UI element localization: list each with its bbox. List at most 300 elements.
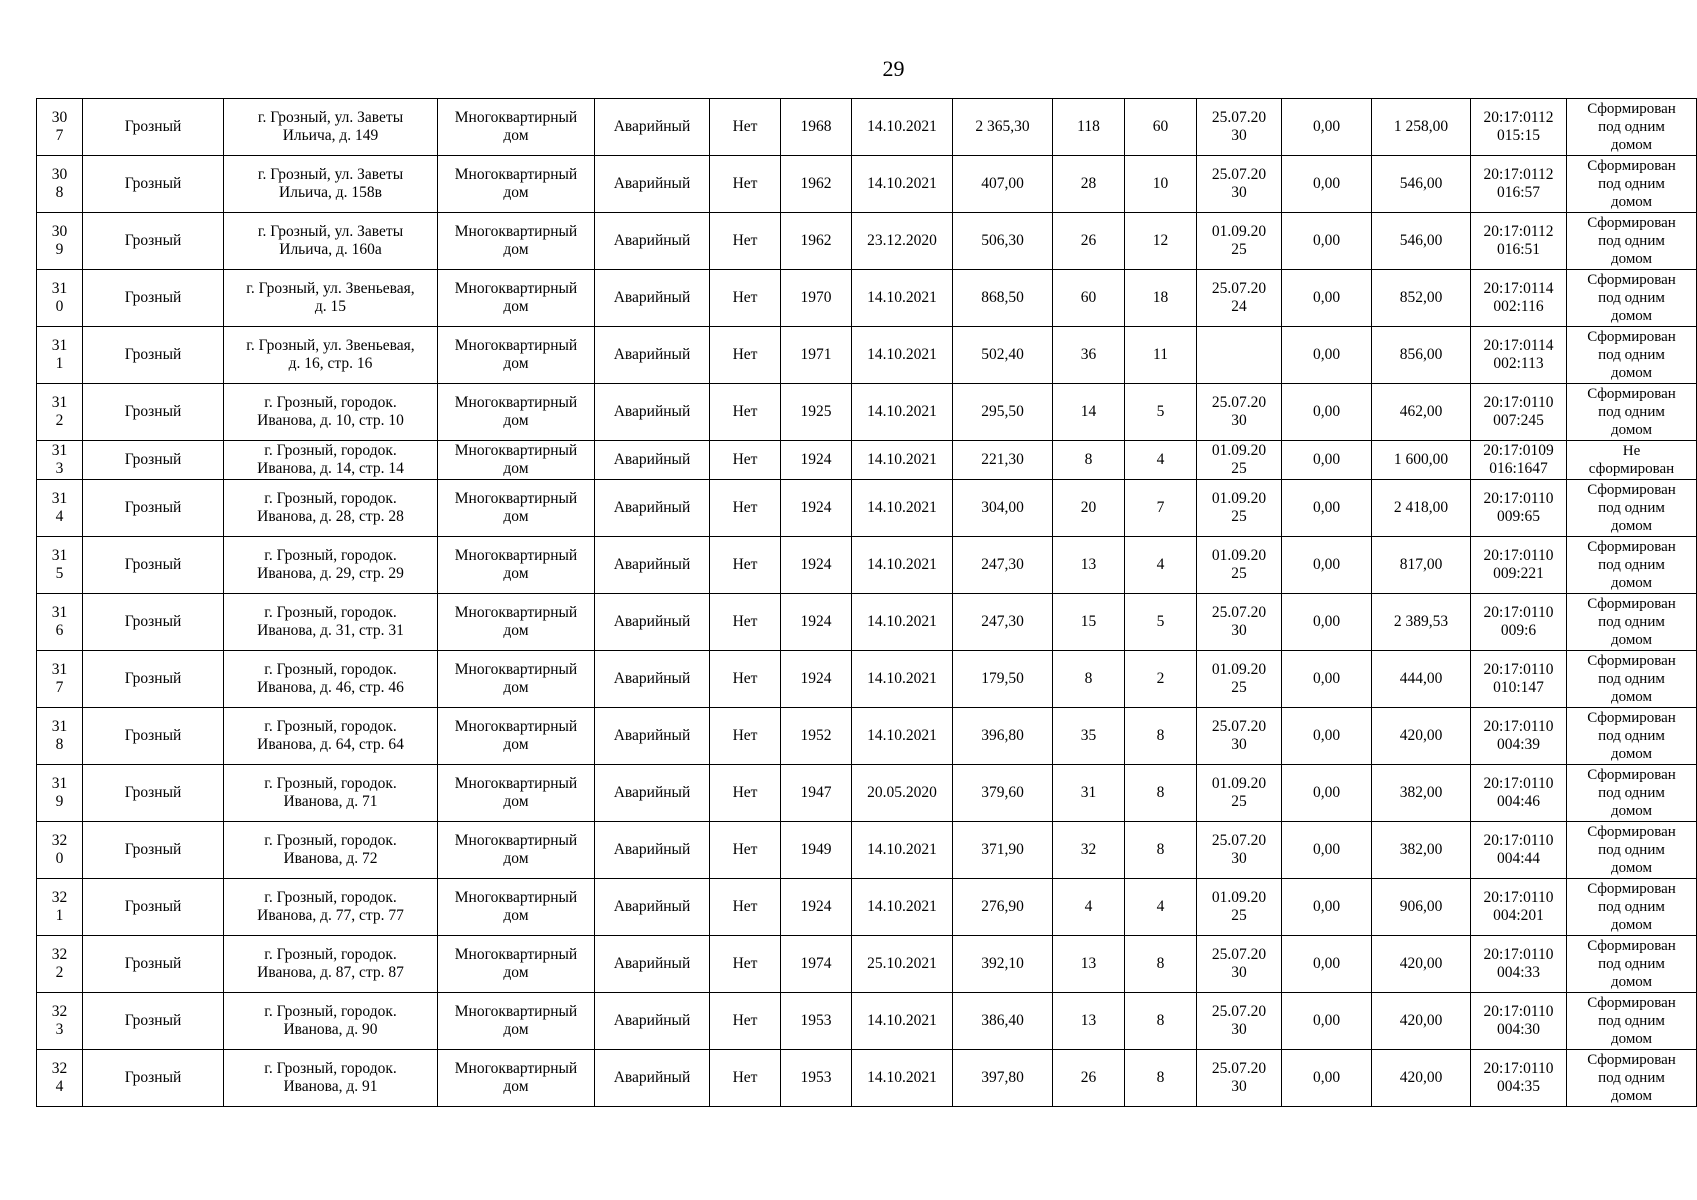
residents-cell: 13	[1053, 993, 1125, 1050]
value2-cell: 420,00	[1372, 993, 1471, 1050]
table-row	[37, 327, 1697, 384]
units-cell: 60	[1125, 99, 1197, 156]
building-type-cell: Многоквартирный дом	[438, 441, 595, 480]
city-cell: Грозный	[83, 594, 224, 651]
residents-cell: 13	[1053, 537, 1125, 594]
address-cell: г. Грозный, ул. Заветы Ильича, д. 149	[224, 99, 438, 156]
address-cell: г. Грозный, ул. Заветы Ильича, д. 160а	[224, 213, 438, 270]
city-cell: Грозный	[83, 270, 224, 327]
flag-cell: Нет	[710, 270, 781, 327]
address-cell: г. Грозный, городок. Иванова, д. 64, стр. 64	[224, 708, 438, 765]
condition-cell: Аварийный	[595, 993, 710, 1050]
value2-cell: 382,00	[1372, 822, 1471, 879]
value1-cell: 0,00	[1282, 936, 1372, 993]
land-status-cell: Сформирован под одним домом	[1567, 327, 1697, 384]
value2-cell: 817,00	[1372, 537, 1471, 594]
building-type-cell: Многоквартирный дом	[438, 936, 595, 993]
address-cell: г. Грозный, ул. Заветы Ильича, д. 158в	[224, 156, 438, 213]
cadastral-number-cell: 20:17:0110 004:39	[1471, 708, 1567, 765]
row-number-cell: 32 3	[37, 993, 83, 1050]
value2-cell: 420,00	[1372, 708, 1471, 765]
building-type-cell: Многоквартирный дом	[438, 327, 595, 384]
year-cell: 1968	[781, 99, 852, 156]
value2-cell: 420,00	[1372, 936, 1471, 993]
table-row	[37, 213, 1697, 270]
condition-cell: Аварийный	[595, 213, 710, 270]
flag-cell: Нет	[710, 1050, 781, 1107]
area-cell: 304,00	[953, 480, 1053, 537]
address-cell: г. Грозный, городок. Иванова, д. 90	[224, 993, 438, 1050]
area-cell: 392,10	[953, 936, 1053, 993]
land-status-cell: Сформирован под одним домом	[1567, 936, 1697, 993]
year-cell: 1974	[781, 936, 852, 993]
value2-cell: 546,00	[1372, 213, 1471, 270]
units-cell: 10	[1125, 156, 1197, 213]
address-cell: г. Грозный, ул. Звеньевая, д. 15	[224, 270, 438, 327]
table-row	[37, 708, 1697, 765]
table-row	[37, 936, 1697, 993]
cadastral-number-cell: 20:17:0110 004:44	[1471, 822, 1567, 879]
date-cell: 14.10.2021	[852, 822, 953, 879]
residents-cell: 60	[1053, 270, 1125, 327]
date-cell: 14.10.2021	[852, 327, 953, 384]
deadline-cell: 25.07.20 30	[1197, 822, 1282, 879]
units-cell: 8	[1125, 822, 1197, 879]
table-row	[37, 993, 1697, 1050]
condition-cell: Аварийный	[595, 822, 710, 879]
residents-cell: 8	[1053, 651, 1125, 708]
area-cell: 247,30	[953, 594, 1053, 651]
value1-cell: 0,00	[1282, 384, 1372, 441]
units-cell: 4	[1125, 537, 1197, 594]
value2-cell: 906,00	[1372, 879, 1471, 936]
cadastral-number-cell: 20:17:0110 004:46	[1471, 765, 1567, 822]
deadline-cell	[1197, 327, 1282, 384]
address-cell: г. Грозный, городок. Иванова, д. 31, стр. 31	[224, 594, 438, 651]
condition-cell: Аварийный	[595, 594, 710, 651]
page-number: 29	[882, 56, 905, 81]
deadline-cell: 25.07.20 30	[1197, 993, 1282, 1050]
table-row	[37, 156, 1697, 213]
land-status-cell: Сформирован под одним домом	[1567, 480, 1697, 537]
date-cell: 23.12.2020	[852, 213, 953, 270]
residents-cell: 26	[1053, 213, 1125, 270]
year-cell: 1924	[781, 480, 852, 537]
residents-cell: 8	[1053, 441, 1125, 480]
housing-registry-table	[36, 98, 1697, 1107]
condition-cell: Аварийный	[595, 156, 710, 213]
flag-cell: Нет	[710, 651, 781, 708]
condition-cell: Аварийный	[595, 537, 710, 594]
row-number-cell: 31 1	[37, 327, 83, 384]
area-cell: 396,80	[953, 708, 1053, 765]
value1-cell: 0,00	[1282, 594, 1372, 651]
building-type-cell: Многоквартирный дом	[438, 879, 595, 936]
row-number-cell: 31 8	[37, 708, 83, 765]
value2-cell: 462,00	[1372, 384, 1471, 441]
flag-cell: Нет	[710, 156, 781, 213]
land-status-cell: Сформирован под одним домом	[1567, 156, 1697, 213]
land-status-cell: Сформирован под одним домом	[1567, 594, 1697, 651]
condition-cell: Аварийный	[595, 441, 710, 480]
land-status-cell: Сформирован под одним домом	[1567, 270, 1697, 327]
deadline-cell: 25.07.20 24	[1197, 270, 1282, 327]
building-type-cell: Многоквартирный дом	[438, 213, 595, 270]
deadline-cell: 25.07.20 30	[1197, 384, 1282, 441]
residents-cell: 13	[1053, 936, 1125, 993]
flag-cell: Нет	[710, 822, 781, 879]
city-cell: Грозный	[83, 156, 224, 213]
row-number-cell: 31 9	[37, 765, 83, 822]
cadastral-number-cell: 20:17:0110 007:245	[1471, 384, 1567, 441]
city-cell: Грозный	[83, 822, 224, 879]
table-row	[37, 765, 1697, 822]
date-cell: 14.10.2021	[852, 156, 953, 213]
value1-cell: 0,00	[1282, 879, 1372, 936]
cadastral-number-cell: 20:17:0114 002:113	[1471, 327, 1567, 384]
cadastral-number-cell: 20:17:0110 009:221	[1471, 537, 1567, 594]
date-cell: 14.10.2021	[852, 537, 953, 594]
value1-cell: 0,00	[1282, 1050, 1372, 1107]
condition-cell: Аварийный	[595, 384, 710, 441]
row-number-cell: 32 4	[37, 1050, 83, 1107]
address-cell: г. Грозный, ул. Звеньевая, д. 16, стр. 16	[224, 327, 438, 384]
date-cell: 14.10.2021	[852, 1050, 953, 1107]
area-cell: 407,00	[953, 156, 1053, 213]
building-type-cell: Многоквартирный дом	[438, 480, 595, 537]
value1-cell: 0,00	[1282, 993, 1372, 1050]
flag-cell: Нет	[710, 384, 781, 441]
flag-cell: Нет	[710, 213, 781, 270]
value1-cell: 0,00	[1282, 441, 1372, 480]
area-cell: 295,50	[953, 384, 1053, 441]
city-cell: Грозный	[83, 327, 224, 384]
residents-cell: 26	[1053, 1050, 1125, 1107]
units-cell: 8	[1125, 1050, 1197, 1107]
row-number-cell: 31 3	[37, 441, 83, 480]
deadline-cell: 01.09.20 25	[1197, 879, 1282, 936]
value2-cell: 1 258,00	[1372, 99, 1471, 156]
units-cell: 11	[1125, 327, 1197, 384]
row-number-cell: 32 1	[37, 879, 83, 936]
table-row	[37, 594, 1697, 651]
date-cell: 14.10.2021	[852, 99, 953, 156]
row-number-cell: 31 4	[37, 480, 83, 537]
address-cell: г. Грозный, городок. Иванова, д. 28, стр. 28	[224, 480, 438, 537]
value1-cell: 0,00	[1282, 480, 1372, 537]
date-cell: 14.10.2021	[852, 993, 953, 1050]
city-cell: Грозный	[83, 879, 224, 936]
condition-cell: Аварийный	[595, 270, 710, 327]
deadline-cell: 25.07.20 30	[1197, 156, 1282, 213]
cadastral-number-cell: 20:17:0114 002:116	[1471, 270, 1567, 327]
value1-cell: 0,00	[1282, 537, 1372, 594]
city-cell: Грозный	[83, 936, 224, 993]
date-cell: 14.10.2021	[852, 441, 953, 480]
land-status-cell: Сформирован под одним домом	[1567, 384, 1697, 441]
address-cell: г. Грозный, городок. Иванова, д. 10, стр. 10	[224, 384, 438, 441]
table-row	[37, 822, 1697, 879]
year-cell: 1953	[781, 1050, 852, 1107]
building-type-cell: Многоквартирный дом	[438, 822, 595, 879]
flag-cell: Нет	[710, 480, 781, 537]
city-cell: Грозный	[83, 99, 224, 156]
land-status-cell: Сформирован под одним домом	[1567, 708, 1697, 765]
row-number-cell: 31 7	[37, 651, 83, 708]
units-cell: 8	[1125, 765, 1197, 822]
land-status-cell: Сформирован под одним домом	[1567, 822, 1697, 879]
city-cell: Грозный	[83, 1050, 224, 1107]
table-row	[37, 270, 1697, 327]
flag-cell: Нет	[710, 594, 781, 651]
building-type-cell: Многоквартирный дом	[438, 708, 595, 765]
year-cell: 1953	[781, 993, 852, 1050]
table-row	[37, 441, 1697, 480]
city-cell: Грозный	[83, 384, 224, 441]
year-cell: 1924	[781, 594, 852, 651]
address-cell: г. Грозный, городок. Иванова, д. 91	[224, 1050, 438, 1107]
cadastral-number-cell: 20:17:0112 016:57	[1471, 156, 1567, 213]
area-cell: 2 365,30	[953, 99, 1053, 156]
units-cell: 5	[1125, 594, 1197, 651]
residents-cell: 32	[1053, 822, 1125, 879]
address-cell: г. Грозный, городок. Иванова, д. 29, стр. 29	[224, 537, 438, 594]
flag-cell: Нет	[710, 441, 781, 480]
date-cell: 20.05.2020	[852, 765, 953, 822]
area-cell: 397,80	[953, 1050, 1053, 1107]
row-number-cell: 31 5	[37, 537, 83, 594]
address-cell: г. Грозный, городок. Иванова, д. 87, стр. 87	[224, 936, 438, 993]
residents-cell: 4	[1053, 879, 1125, 936]
flag-cell: Нет	[710, 327, 781, 384]
value2-cell: 546,00	[1372, 156, 1471, 213]
city-cell: Грозный	[83, 651, 224, 708]
residents-cell: 15	[1053, 594, 1125, 651]
table-row	[37, 879, 1697, 936]
value1-cell: 0,00	[1282, 765, 1372, 822]
year-cell: 1971	[781, 327, 852, 384]
deadline-cell: 25.07.20 30	[1197, 936, 1282, 993]
date-cell: 14.10.2021	[852, 480, 953, 537]
row-number-cell: 30 8	[37, 156, 83, 213]
table-row	[37, 651, 1697, 708]
flag-cell: Нет	[710, 879, 781, 936]
address-cell: г. Грозный, городок. Иванова, д. 72	[224, 822, 438, 879]
residents-cell: 14	[1053, 384, 1125, 441]
building-type-cell: Многоквартирный дом	[438, 537, 595, 594]
table-row	[37, 537, 1697, 594]
condition-cell: Аварийный	[595, 480, 710, 537]
residents-cell: 20	[1053, 480, 1125, 537]
land-status-cell: Сформирован под одним домом	[1567, 879, 1697, 936]
value1-cell: 0,00	[1282, 708, 1372, 765]
residents-cell: 36	[1053, 327, 1125, 384]
building-type-cell: Многоквартирный дом	[438, 993, 595, 1050]
units-cell: 8	[1125, 708, 1197, 765]
building-type-cell: Многоквартирный дом	[438, 270, 595, 327]
date-cell: 14.10.2021	[852, 879, 953, 936]
units-cell: 12	[1125, 213, 1197, 270]
row-number-cell: 30 9	[37, 213, 83, 270]
table-row	[37, 1050, 1697, 1107]
deadline-cell: 25.07.20 30	[1197, 1050, 1282, 1107]
year-cell: 1924	[781, 879, 852, 936]
cadastral-number-cell: 20:17:0112 015:15	[1471, 99, 1567, 156]
area-cell: 247,30	[953, 537, 1053, 594]
condition-cell: Аварийный	[595, 99, 710, 156]
land-status-cell: Сформирован под одним домом	[1567, 1050, 1697, 1107]
value2-cell: 2 418,00	[1372, 480, 1471, 537]
units-cell: 7	[1125, 480, 1197, 537]
value1-cell: 0,00	[1282, 651, 1372, 708]
area-cell: 506,30	[953, 213, 1053, 270]
condition-cell: Аварийный	[595, 1050, 710, 1107]
deadline-cell: 01.09.20 25	[1197, 651, 1282, 708]
flag-cell: Нет	[710, 936, 781, 993]
area-cell: 276,90	[953, 879, 1053, 936]
deadline-cell: 01.09.20 25	[1197, 765, 1282, 822]
cadastral-number-cell: 20:17:0110 009:65	[1471, 480, 1567, 537]
row-number-cell: 31 6	[37, 594, 83, 651]
land-status-cell: Сформирован под одним домом	[1567, 765, 1697, 822]
units-cell: 8	[1125, 936, 1197, 993]
cadastral-number-cell: 20:17:0110 009:6	[1471, 594, 1567, 651]
value2-cell: 382,00	[1372, 765, 1471, 822]
units-cell: 5	[1125, 384, 1197, 441]
condition-cell: Аварийный	[595, 651, 710, 708]
area-cell: 221,30	[953, 441, 1053, 480]
condition-cell: Аварийный	[595, 327, 710, 384]
row-number-cell: 31 2	[37, 384, 83, 441]
year-cell: 1952	[781, 708, 852, 765]
residents-cell: 35	[1053, 708, 1125, 765]
table-row	[37, 384, 1697, 441]
cadastral-number-cell: 20:17:0110 004:35	[1471, 1050, 1567, 1107]
value2-cell: 420,00	[1372, 1050, 1471, 1107]
deadline-cell: 01.09.20 25	[1197, 537, 1282, 594]
table-row	[37, 99, 1697, 156]
condition-cell: Аварийный	[595, 765, 710, 822]
land-status-cell: Сформирован под одним домом	[1567, 537, 1697, 594]
residents-cell: 118	[1053, 99, 1125, 156]
address-cell: г. Грозный, городок. Иванова, д. 71	[224, 765, 438, 822]
flag-cell: Нет	[710, 993, 781, 1050]
value1-cell: 0,00	[1282, 99, 1372, 156]
value2-cell: 444,00	[1372, 651, 1471, 708]
deadline-cell: 25.07.20 30	[1197, 594, 1282, 651]
land-status-cell: Сформирован под одним домом	[1567, 99, 1697, 156]
row-number-cell: 31 0	[37, 270, 83, 327]
land-status-cell: Сформирован под одним домом	[1567, 213, 1697, 270]
value1-cell: 0,00	[1282, 213, 1372, 270]
cadastral-number-cell: 20:17:0110 004:33	[1471, 936, 1567, 993]
cadastral-number-cell: 20:17:0109 016:1647	[1471, 441, 1567, 480]
building-type-cell: Многоквартирный дом	[438, 384, 595, 441]
year-cell: 1947	[781, 765, 852, 822]
year-cell: 1924	[781, 651, 852, 708]
value1-cell: 0,00	[1282, 822, 1372, 879]
land-status-cell: Не сформирован	[1567, 441, 1697, 480]
residents-cell: 28	[1053, 156, 1125, 213]
building-type-cell: Многоквартирный дом	[438, 594, 595, 651]
flag-cell: Нет	[710, 99, 781, 156]
year-cell: 1962	[781, 213, 852, 270]
date-cell: 14.10.2021	[852, 708, 953, 765]
registry-body	[37, 99, 1697, 1107]
units-cell: 4	[1125, 879, 1197, 936]
condition-cell: Аварийный	[595, 879, 710, 936]
area-cell: 371,90	[953, 822, 1053, 879]
flag-cell: Нет	[710, 708, 781, 765]
value2-cell: 856,00	[1372, 327, 1471, 384]
land-status-cell: Сформирован под одним домом	[1567, 993, 1697, 1050]
city-cell: Грозный	[83, 537, 224, 594]
address-cell: г. Грозный, городок. Иванова, д. 14, стр. 14	[224, 441, 438, 480]
date-cell: 14.10.2021	[852, 270, 953, 327]
building-type-cell: Многоквартирный дом	[438, 1050, 595, 1107]
units-cell: 18	[1125, 270, 1197, 327]
area-cell: 179,50	[953, 651, 1053, 708]
value2-cell: 2 389,53	[1372, 594, 1471, 651]
residents-cell: 31	[1053, 765, 1125, 822]
row-number-cell: 32 0	[37, 822, 83, 879]
address-cell: г. Грозный, городок. Иванова, д. 77, стр. 77	[224, 879, 438, 936]
deadline-cell: 25.07.20 30	[1197, 708, 1282, 765]
building-type-cell: Многоквартирный дом	[438, 99, 595, 156]
cadastral-number-cell: 20:17:0110 004:201	[1471, 879, 1567, 936]
condition-cell: Аварийный	[595, 708, 710, 765]
city-cell: Грозный	[83, 708, 224, 765]
condition-cell: Аварийный	[595, 936, 710, 993]
building-type-cell: Многоквартирный дом	[438, 156, 595, 213]
value1-cell: 0,00	[1282, 327, 1372, 384]
area-cell: 502,40	[953, 327, 1053, 384]
city-cell: Грозный	[83, 765, 224, 822]
value2-cell: 852,00	[1372, 270, 1471, 327]
cadastral-number-cell: 20:17:0110 010:147	[1471, 651, 1567, 708]
year-cell: 1949	[781, 822, 852, 879]
deadline-cell: 01.09.20 25	[1197, 480, 1282, 537]
year-cell: 1970	[781, 270, 852, 327]
city-cell: Грозный	[83, 213, 224, 270]
year-cell: 1924	[781, 441, 852, 480]
building-type-cell: Многоквартирный дом	[438, 765, 595, 822]
deadline-cell: 01.09.20 25	[1197, 213, 1282, 270]
city-cell: Грозный	[83, 480, 224, 537]
area-cell: 868,50	[953, 270, 1053, 327]
area-cell: 386,40	[953, 993, 1053, 1050]
date-cell: 14.10.2021	[852, 594, 953, 651]
deadline-cell: 25.07.20 30	[1197, 99, 1282, 156]
row-number-cell: 30 7	[37, 99, 83, 156]
land-status-cell: Сформирован под одним домом	[1567, 651, 1697, 708]
value1-cell: 0,00	[1282, 270, 1372, 327]
flag-cell: Нет	[710, 537, 781, 594]
cadastral-number-cell: 20:17:0112 016:51	[1471, 213, 1567, 270]
year-cell: 1962	[781, 156, 852, 213]
address-cell: г. Грозный, городок. Иванова, д. 46, стр. 46	[224, 651, 438, 708]
building-type-cell: Многоквартирный дом	[438, 651, 595, 708]
year-cell: 1924	[781, 537, 852, 594]
year-cell: 1925	[781, 384, 852, 441]
deadline-cell: 01.09.20 25	[1197, 441, 1282, 480]
row-number-cell: 32 2	[37, 936, 83, 993]
date-cell: 25.10.2021	[852, 936, 953, 993]
table-row	[37, 480, 1697, 537]
area-cell: 379,60	[953, 765, 1053, 822]
date-cell: 14.10.2021	[852, 384, 953, 441]
units-cell: 2	[1125, 651, 1197, 708]
